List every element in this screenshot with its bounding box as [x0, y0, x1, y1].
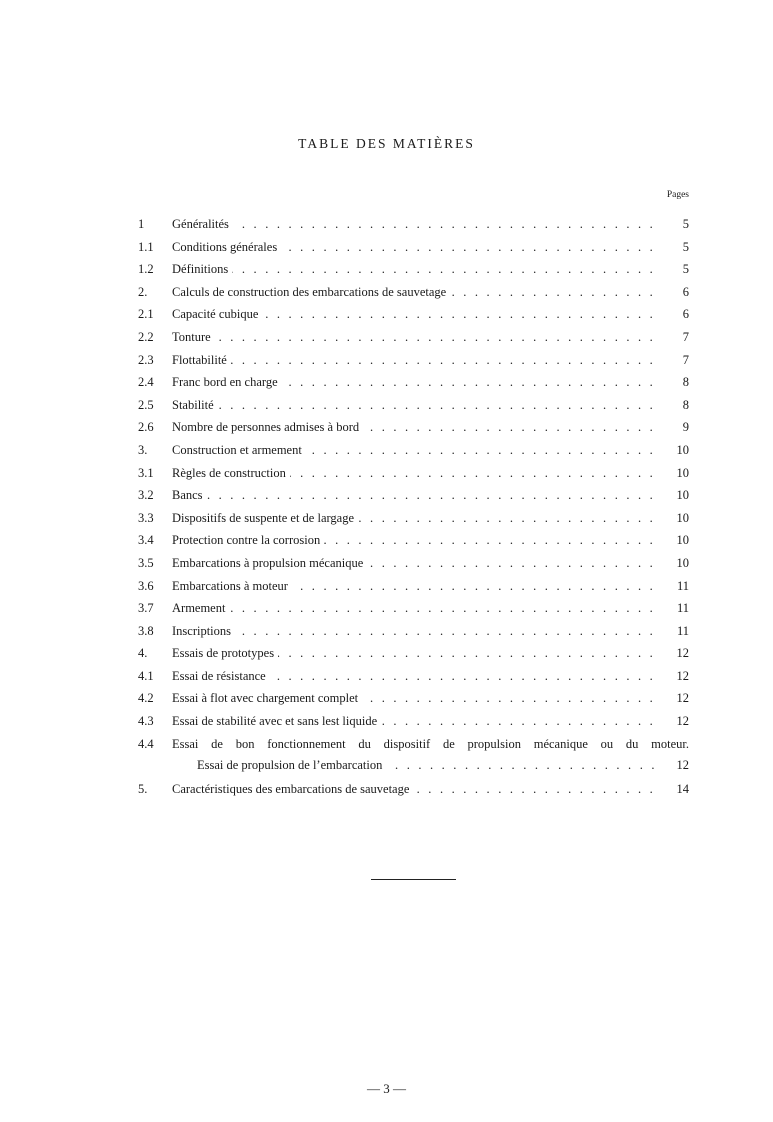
toc-entry-label: Essai de stabilité avec et sans lest liquide	[172, 714, 381, 728]
toc-entry-number: 3.7	[138, 601, 154, 616]
toc-entry[interactable]	[138, 398, 689, 421]
toc-entry-number: 4.2	[138, 691, 154, 706]
toc-entry-page: 6	[665, 285, 689, 300]
toc-entry-page: 10	[665, 533, 689, 548]
toc-entry-number: 3.6	[138, 578, 154, 593]
toc-entry[interactable]	[138, 533, 689, 556]
toc-entry-number: 2.2	[138, 329, 154, 344]
toc-entry[interactable]	[138, 240, 689, 263]
toc-entry-label: Bancs	[172, 488, 207, 502]
toc-entry[interactable]	[138, 307, 689, 330]
toc-entry-page: 10	[665, 488, 689, 503]
toc-entry-page: 5	[665, 240, 689, 255]
page-number: — 3 —	[367, 1081, 406, 1096]
toc-entry-label: Protection contre la corrosion	[172, 533, 324, 547]
toc-entry-number: 2.1	[138, 307, 154, 322]
toc-entry-page: 10	[665, 443, 689, 458]
toc-entry-number: 3.2	[138, 488, 154, 503]
toc-entry-label: Armement	[172, 601, 229, 615]
toc-entry-number: 3.5	[138, 555, 154, 570]
toc-entry[interactable]	[138, 262, 689, 285]
toc-entry-number: 5.	[138, 781, 148, 796]
toc-entry-page: 12	[665, 646, 689, 661]
toc-entry-page: 12	[665, 758, 689, 773]
pages-column-header: Pages	[666, 190, 689, 200]
toc-entry-label: Tonture	[172, 330, 215, 344]
page-title: TABLE DES MATIÈRES	[298, 136, 475, 151]
toc-entry-label: Essai de bon fonctionnement du dispositif de propulsion mécanique ou du moteur.	[172, 736, 689, 751]
toc-entry-number: 2.4	[138, 375, 154, 390]
toc-entry-label: Règles de construction	[172, 466, 290, 480]
toc-entry[interactable]	[138, 691, 689, 714]
toc-entry-number: 2.6	[138, 420, 154, 435]
toc-entry[interactable]	[138, 353, 689, 376]
toc-entry-number: 4.	[138, 646, 148, 661]
toc-entry-page: 12	[665, 669, 689, 684]
toc-entry-number: 4.4	[138, 736, 154, 751]
toc-entry[interactable]	[138, 601, 689, 624]
toc-entry-number: 4.3	[138, 714, 154, 729]
toc-entry[interactable]	[138, 488, 689, 511]
toc-entry-page: 8	[665, 375, 689, 390]
toc-entry[interactable]	[138, 556, 689, 579]
toc-entry-page: 5	[665, 262, 689, 277]
table-of-contents	[138, 217, 689, 804]
toc-entry-label: Généralités	[172, 217, 233, 231]
toc-entry-label: Essai à flot avec chargement complet	[172, 691, 362, 705]
toc-entry-page: 14	[665, 782, 689, 797]
toc-entry[interactable]	[138, 420, 689, 443]
toc-entry-number: 4.1	[138, 668, 154, 683]
toc-entry[interactable]	[138, 285, 689, 308]
toc-entry-label: Conditions générales	[172, 240, 281, 254]
toc-entry-label: Nombre de personnes admises à bord	[172, 420, 363, 434]
toc-entry-number: 3.4	[138, 533, 154, 548]
toc-entry-label: Essai de résistance	[172, 669, 270, 683]
toc-entry-label: Flottabilité	[172, 353, 231, 367]
toc-entry-number: 3.3	[138, 510, 154, 525]
toc-entry-page: 12	[665, 691, 689, 706]
toc-entry-page: 7	[665, 330, 689, 345]
toc-entry[interactable]	[138, 714, 689, 737]
toc-entry-number: 3.1	[138, 465, 154, 480]
toc-entry-number: 3.8	[138, 623, 154, 638]
toc-entry[interactable]	[138, 375, 689, 398]
toc-entry-label: Caractéristiques des embarcations de sauvetage	[172, 782, 413, 796]
toc-entry-page: 10	[665, 556, 689, 571]
toc-entry-page: 12	[665, 714, 689, 729]
toc-entry[interactable]	[138, 579, 689, 602]
toc-entry-page: 6	[665, 307, 689, 322]
toc-entry[interactable]	[138, 646, 689, 669]
toc-entry-label: Capacité cubique	[172, 307, 262, 321]
toc-entry-page: 11	[665, 601, 689, 616]
toc-entry-label: Franc bord en charge	[172, 375, 282, 389]
toc-entry-number: 2.	[138, 284, 148, 299]
toc-entry-number: 1.2	[138, 262, 154, 277]
toc-entry[interactable]	[138, 511, 689, 534]
toc-entry[interactable]	[138, 737, 689, 782]
toc-entry-label: Définitions	[172, 262, 232, 276]
toc-entry-label: Stabilité	[172, 398, 218, 412]
toc-entry[interactable]	[138, 669, 689, 692]
toc-entry-label: Construction et armement	[172, 443, 306, 457]
toc-entry-label: Calculs de construction des embarcations de sauvetage	[172, 285, 450, 299]
toc-entry-number: 2.3	[138, 352, 154, 367]
toc-entry-page: 5	[665, 217, 689, 232]
toc-entry-page: 10	[665, 466, 689, 481]
toc-entry-number: 1.1	[138, 239, 154, 254]
toc-entry-label: Dispositifs de suspente et de largage	[172, 511, 358, 525]
toc-entry-label: Essais de prototypes	[172, 646, 278, 660]
toc-entry[interactable]	[138, 782, 689, 805]
toc-entry-page: 10	[665, 511, 689, 526]
toc-entry-page: 11	[665, 624, 689, 639]
toc-entry[interactable]	[138, 217, 689, 240]
toc-entry[interactable]	[138, 443, 689, 466]
toc-entry-label: Inscriptions	[172, 624, 235, 638]
toc-entry-page: 9	[665, 420, 689, 435]
toc-entry[interactable]	[138, 466, 689, 489]
toc-entry-page: 8	[665, 398, 689, 413]
toc-entry-sublabel: Essai de propulsion de l’embarcation	[197, 758, 386, 772]
toc-entry[interactable]	[138, 330, 689, 353]
toc-entry-number: 2.5	[138, 397, 154, 412]
toc-entry-number: 1	[138, 217, 145, 231]
toc-entry-page: 11	[665, 579, 689, 594]
toc-entry-label: Embarcations à moteur	[172, 579, 292, 593]
toc-entry-number: 3.	[138, 442, 148, 457]
toc-entry-label: Embarcations à propulsion mécanique	[172, 556, 367, 570]
toc-entry-page: 7	[665, 353, 689, 368]
separator-rule	[371, 879, 456, 880]
toc-entry[interactable]	[138, 624, 689, 647]
